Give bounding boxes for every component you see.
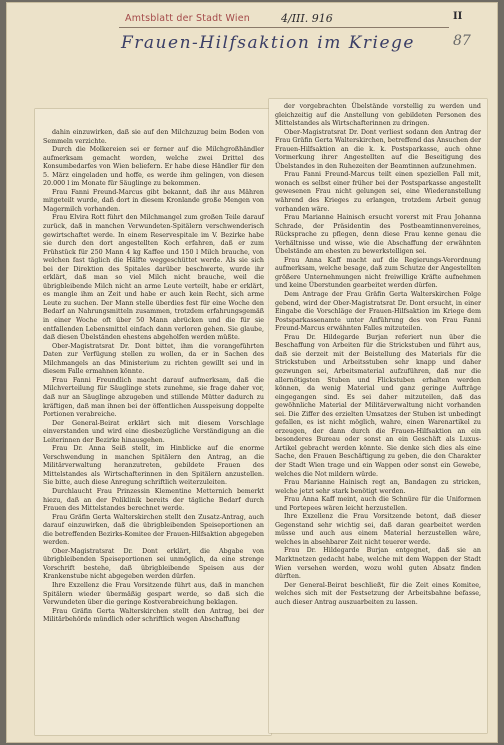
paragraph: Frau Dr. Anna Seiß stellt, im Hinblicke auf die enorme Verschwendung in manchen Spitälern den Antrag, an die Militärverwaltung heranzutreten, gebildete Frauen des Mittelstandes als Wirtschafterinnen in den Spitälern anzustellen. Sie bitte, auch diese Anregung schriftlich weiterzuleiten.: [43, 445, 264, 487]
header-rule: [119, 27, 449, 28]
paragraph: Ihre Exzellenz die Frau Vorsitzende betont, daß dieser Gegenstand sehr wichtig sei, daß daran gearbeitet werden müsse und auch aus einem Material herzustellen wäre, welches in absehbarer Zeit nicht teuerer werde.: [275, 513, 481, 546]
paragraph: Frau Fanni Freund-Marcus gibt bekannt, daß ihr aus Mähren mitgeteilt wurde, daß dort in diesem Kronlande große Mengen von Magermilch vorhanden.: [43, 188, 264, 213]
paragraph: Frau Fanni Freundlich macht darauf aufmerksam, daß die Milchverteilung für Säuglinge stets zunehme, sie frage daher vor, daß nur an Säuglinge abzugeben und stillende Mütter dadurch zu kräftigen, daß man ihnen bei der öffentlichen Ausspeisung doppelte Portionen verabreiche.: [43, 376, 264, 419]
clipping-left-column: [35, 109, 271, 735]
paragraph: dahin einzuwirken, daß sie auf den Milchzuzug beim Boden von Semmeln verzichte.: [43, 129, 264, 145]
paragraph: Frau Dr. Hildegarde Burjan referiert nun über die Beschaffung von Arbeiten für die Strickstuben und führt aus, daß sie derzeit mit der Beistellung des Materials für die Strickstuben und Arbeitsstuben sehr knapp und daher gezwungen sei, Arbeitsmaterial aufzuführen, daß nur die allernötigsten Stuben und Flickstuben erhalten werden können, da wenig Material und ganz geringe Aufträge eingegangen sind. Es sei daher mitzuteilen, daß das gewöhnliche Material der Militärverwaltung nicht vorhanden sei. Die Ziffer des erzielten Umsatzes der Stuben ist unbedingt gefallen, es ist nicht möglich, wahre, einen Warenartikel zu erzeugen, der dann durch die Frauen-Hilfsaktion an ein besonderes Bureau oder sonst an ein Geschäft als Luxus-Artikel gebracht werden könnte. Sie denke sich dies als eine Sache, den Frauen Beschäftigung zu geben, die den Charakter der Stadt Wien trage und ein Wappen oder sonst ein Gewebe, welches die Not mildern würde.: [275, 333, 481, 478]
roman-numeral: II: [453, 11, 463, 22]
handwritten-date: 4/III. 916: [281, 12, 333, 25]
left-column-text: [35, 109, 271, 625]
handwritten-title: Frauen-Hilfsaktion im Kriege: [121, 33, 415, 53]
paragraph: Frau Elvira Rott führt den Milchmangel zum großen Teile darauf zurück, daß in manchen Verwundeten-Spitälern verschwenderisch gewirtschaftet werde. In einem Reservespitale im V. Bezirke habe sie durch den dort angestellten Koch erfahren, daß er zum Frühstück für 250 Mann 4 kg Kaffee und 150 l Milch brauche, von welchen fast täglich die Hälfte weggeschüttet werde. Als sie sich bei der Direktion des Spitales darüber beschwerte, wurde ihr erklärt, daß man so viel Milch nicht brauche, weil die übrigbleibende Milch nicht an arme Leute verteilt, habe er erklärt, es mangle ihm an Zeit und habe er auch kein Recht, sich arme Leute zu suchen. Der Mann stelle überdies fest für eine Woche den Bedarf an Nahrungsmitteln zusammen, trotzdem erfahrungsgemäß in einer Woche oft über 50 Mann abrücken und die für sie entfallenden Lebensmittel einfach dann verloren gehen. Sie glaube, daß diesen Übelständen ehestens abgeholfen werden müßte.: [43, 214, 264, 342]
paragraph: Frau Dr. Hildegarde Burjan entgegnet, daß sie an Marktnetzen gedacht habe, welche mit dem Wappen der Stadt Wien versehen werden, wozu wohl guten Absatz finden dürften.: [275, 547, 481, 581]
paragraph: Ober-Magistratsrat Dr. Dont bittet, ihm die vorangeführten Daten zur Verfügung stellen zu wollen, da er in Sachen des Milchmangels an das Ministerium zu richten gewillt sei und in diesem Falle ermahnen könnte.: [43, 342, 264, 376]
paragraph: Ober-Magistratsrat Dr. Dont erklärt, die Abgabe von übrigbleibenden Speiseportionen sei unmöglich, da eine strenge Vorschrift bestehe, daß übrigbleibende Speisen aus der Krankenstube nicht abgegeben werden dürfen.: [43, 547, 264, 581]
right-column-text: [269, 99, 487, 607]
newspaper-stamp: Amtsblatt der Stadt Wien: [125, 13, 251, 24]
paragraph: Frau Gräfin Gerta Walterskirchen stellt den Antrag, bei der Militärbehörde mündlich oder schriftlich wegen Abschaffung: [43, 607, 264, 624]
archive-sheet: [6, 2, 498, 743]
paragraph: Frau Gräfin Gerta Walterskirchen stellt den Zusatz-Antrag, auch darauf einzuwirken, daß die übrigbleibenden Speiseportionen an die betreffenden Bezirks-Komitee der Frauen-Hilfsaktion abgegeben werden.: [43, 513, 264, 547]
paragraph: Dem Antrage der Frau Gräfin Gerta Walterskirchen Folge gebend, wird der Ober-Magistratsrat Dr. Dont ersucht, in einer Eingabe die Vorschläge der Frauen-Hilfsaktion im Kriege dem Postsparkassenamte unter Anführung des von Frau Fanni Freund-Marcus erwähnten Falles mitzuteilen.: [275, 291, 481, 333]
paragraph: Frau Anna Kaff macht auf die Regierungs-Verordnung aufmerksam, welche besage, daß zum Schutze der Angestellten größere Unternehmungen nicht freiwillige Kräfte aufnehmen und keine Überstunden gearbeitet werden dürfen.: [275, 256, 481, 290]
clipping-right-column: [269, 99, 487, 733]
handwritten-page-number: 87: [453, 33, 471, 49]
paragraph: Der General-Beirat beschließt, für die Zeit eines Komitee, welches sich mit der Festsetzung der Arbeitsbahne befasse, auch dieser Antrag auszuarbeiten zu lassen.: [275, 581, 481, 606]
paragraph: Frau Fanni Freund-Marcus teilt einen speziellen Fall mit, wonach es selbst einer früher bei der Postsparkasse angestellt gewesenen Frau nicht gelungen sei, eine Wiederanstellung während des Krieges zu erlangen, trotzdem Arbeit genug vorhanden wäre.: [275, 171, 481, 213]
paragraph: Durch die Molkereien sei er ferner auf die Milchgroßhändler aufmerksam gemacht worden, welche zwei Drittel des Konsumbedarfes von Wien beliefern. Er habe diese Händler für den 5. März eingeladen und hoffe, es werde ihm gelingen, von diesen 20.000 l im Monate für Säuglinge zu bekommen.: [43, 146, 264, 188]
paragraph: Ihre Exzellenz die Frau Vorsitzende führt aus, daß in manchen Spitälern wieder übermäßig gespart werde, so daß sich die Verwundeten über die geringe Kostverabreichung beklagen.: [43, 581, 264, 607]
paragraph: Frau Marianne Hainisch regt an, Bandagen zu stricken, welche jetzt sehr stark benötigt werden.: [275, 479, 481, 495]
paragraph: Frau Anna Kaff meint, auch die Schnüre für die Uniformen und Portepees wären leicht herzustellen.: [275, 496, 481, 512]
paragraph: Frau Marianne Hainisch ersucht vorerst mit Frau Johanna Schrade, der Präsidentin des Postbeamtinnenvereines, Rücksprache zu pflegen, denn diese Frau kenne genau die Verhältnisse und wisse, wie die Abschaffung der erwähnten Übelstände am ehesten zu bewerkstelligen sei.: [275, 214, 481, 256]
paragraph: Der General-Beirat erklärt sich mit diesem Vorschlage einverstanden und wird eine diesbezügliche Verständigung an die Leiterinnen der Bezirke hinausgehen.: [43, 419, 264, 444]
paragraph: Ober-Magistratsrat Dr. Dont verliest sodann den Antrag der Frau Gräfin Gerta Walterskirchen, betreffend das Ansuchen der Frauen-Hilfsaktion an die k. k. Postsparkasse, auch ohne Vormerkung ihrer Angestellten auf die Beseitigung des Übelstandes in den Ruhezeiten der Beamtinnen aufzunehmen.: [275, 128, 481, 170]
paragraph: der vorgebrachten Übelstände vorstellig zu werden und gleichzeitig auf die Anstellung von gebildeten Personen des Mittelstandes als Wirtschafterinnen zu dringen.: [275, 103, 481, 128]
paragraph: Durchlaucht Frau Prinzessin Klementine Metternich bemerkt hiezu, daß an der Poliklinik bereits der tägliche Bedarf durch Frauen des Mittelstandes berechnet werde.: [43, 487, 264, 513]
